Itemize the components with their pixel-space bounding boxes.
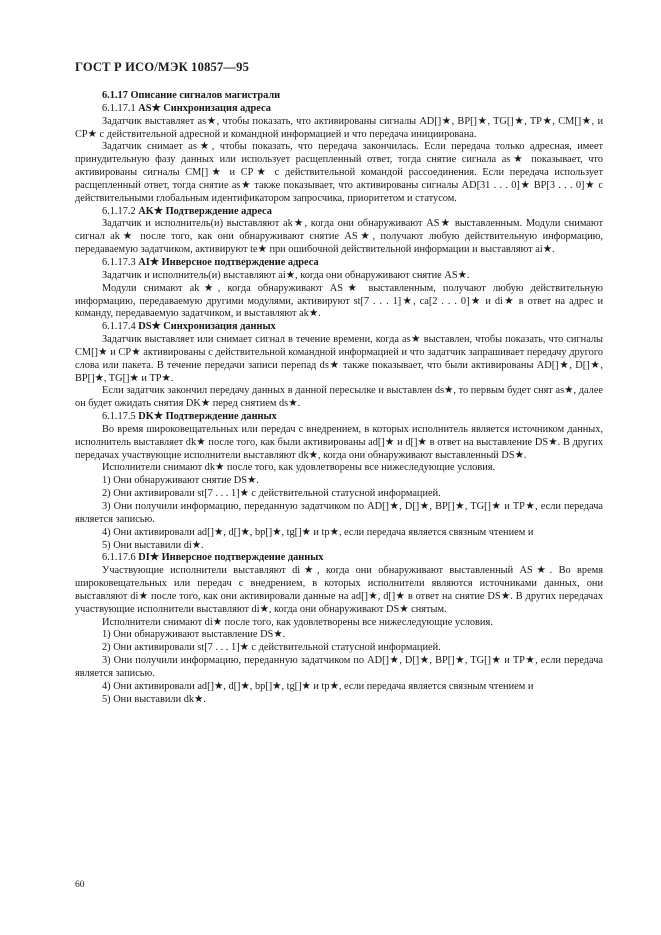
page-body bbox=[75, 90, 603, 707]
list-item: 4) Они активировали ad[]★, d[]★, bp[]★, tg[]★ и tp★, если передача является связным чтением и bbox=[102, 680, 534, 692]
list-item: 3) Они получили информацию, переданную задатчиком по AD[]★, D[]★, BP[]★, TG[]★ и TP★, если передача является записью. bbox=[75, 655, 603, 679]
list-item: 2) Они активировали st[7 . . . 1]★ с действительной статусной информацией. bbox=[102, 488, 441, 500]
paragraph: Исполнители снимают dk★ после того, как удовлетворены все нижеследующие условия. bbox=[102, 462, 496, 474]
paragraph: Задатчик выставляет as★, чтобы показать, что активированы сигналы AD[]★, BP[]★, TG[]★, TP★, CM[]★, и CP★ с действительной адресной и командной информацией и что передача инициирована. bbox=[75, 115, 603, 140]
paragraph: Если задатчик закончил передачу данных в данной пересылке и выставлен ds★, то первым будет снят as★, далее он будет ожидать снятия DK★ перед снятием ds★. bbox=[75, 385, 603, 410]
list-item: 1) Они обнаруживают снятие DS★. bbox=[102, 475, 259, 487]
list-item: 5) Они выставили di★. bbox=[102, 539, 204, 551]
list-item: 1) Они обнаруживают выставление DS★. bbox=[102, 629, 286, 641]
subsection-heading-dk: 6.1.17.5 DK★ Подтверждение данных bbox=[102, 411, 277, 423]
paragraph: Во время широковещательных или передач с внедрением, в которых исполнитель является источником данных, исполнитель выставляет dk★ после того, как были активированы ad[]★ и d[]★ в ответ на выставление DS★. В других передачах участвующие исполнители выставляют dk★, когда они обнаруживают выставленный DS★. bbox=[75, 423, 603, 461]
paragraph: Задатчик снимает as★, чтобы показать, что передача закончилась. Если передача только адресная, имеет принудительную фазу данных или использует расщепленный ответ, тогда снятие сигнала as★ показывает, что активированы сигналы CM[]★ и CP★ с действительной командой рассоединения. Если передача использует расщепленный ответ, тогда снятие as★ также показывает, что активированы сигналы AD[31 . . . 0]★ BP[3 . . . 0]★ с действительными глобальным идентификатором запросчика, приоритетом и статусом. bbox=[75, 141, 603, 204]
list-item: 5) Они выставили dk★. bbox=[102, 693, 206, 705]
subsection-heading-as: 6.1.17.1 AS★ Синхронизация адреса bbox=[102, 102, 271, 114]
paragraph: Задатчик и исполнитель(и) выставляют ai★, когда они обнаруживают снятие AS★. bbox=[102, 269, 470, 281]
subsection-heading-ds: 6.1.17.4 DS★ Синхронизация данных bbox=[102, 321, 276, 333]
paragraph: Модули снимают ak★, когда обнаруживают AS★ выставленным, получают любую действительную информацию, передаваемую другими модулями, активируют st[7 . . . 1]★, ca[2 . . . 0]★ и di★ в ответ на адрес и команду, передаваемую задатчиком, и выставляют ak★. bbox=[75, 282, 603, 320]
paragraph: Задатчик и исполнитель(и) выставляют ak★, когда они обнаруживают AS★ выставленным. Модули снимают сигнал ak★ после того, как они обнаруживают снятие AS★, получают любую действительную информацию, передаваемую задатчиком, активируют te★ при ошибочной действительной информации и выставляют ai★. bbox=[75, 218, 603, 256]
page-header: ГОСТ Р ИСО/МЭК 10857—95 bbox=[75, 60, 250, 74]
page-number: 60 bbox=[75, 880, 85, 890]
list-item: 3) Они получили информацию, переданную задатчиком по AD[]★, D[]★, BP[]★, TG[]★ и TP★, если передача является записью. bbox=[75, 501, 603, 525]
paragraph: Участвующие исполнители выставляют di★, когда они обнаруживают выставленный AS★. Во время широковещательных или передач с внедрением, в которых исполнители являются источниками данных, они выставляют di★ после того, как они активировали данные на ad[]★, d[]★ в ответ на снятие DS★. В других передачах участвующие исполнители выставляют di★, когда они обнаруживают DS★ снятым. bbox=[75, 565, 603, 615]
list-item: 2) Они активировали st[7 . . . 1]★ с действительной статусной информацией. bbox=[102, 642, 441, 654]
list-item: 4) Они активировали ad[]★, d[]★, bp[]★, tg[]★ и tp★, если передача является связным чтением и bbox=[102, 526, 534, 538]
section-title: 6.1.17 Описание сигналов магистрали bbox=[102, 90, 281, 101]
paragraph: Задатчик выставляет или снимает сигнал в течение времени, когда as★ выставлен, чтобы показать, что сигналы CM[]★ и CP★ активированы с действительной командной информацией и что задатчик запрашивает передачу другого слова или пакета. В течение передачи записи перепад ds★ также показывает, что были активированы AD[]★, D[]★, BP[]★, TG[]★ и TP★. bbox=[75, 334, 603, 384]
subsection-heading-ak: 6.1.17.2 AK★ Подтверждение адреса bbox=[102, 205, 272, 217]
subsection-heading-ai: 6.1.17.3 AI★ Инверсное подтверждение адреса bbox=[102, 256, 319, 268]
subsection-heading-di: 6.1.17.6 DI★ Инверсное подтверждение данных bbox=[102, 552, 324, 564]
paragraph: Исполнители снимают di★ после того, как удовлетворены все нижеследующие условия. bbox=[102, 616, 493, 628]
